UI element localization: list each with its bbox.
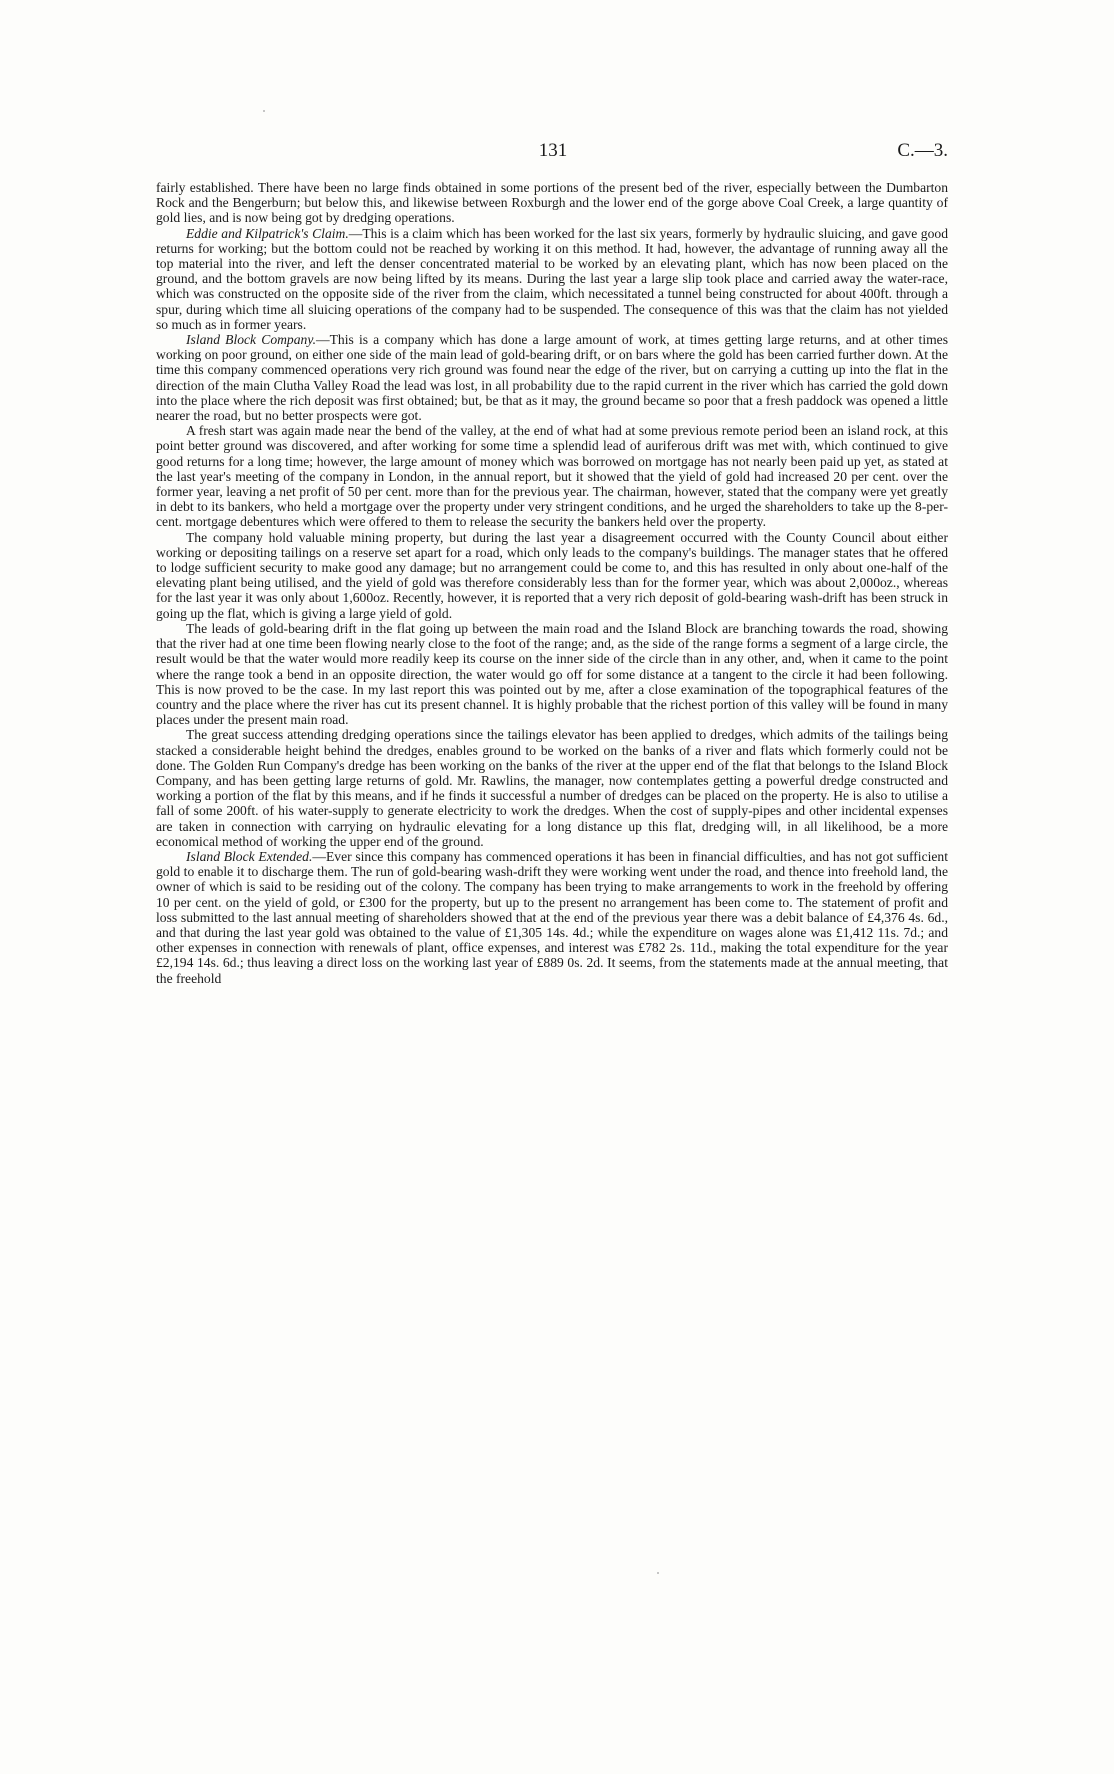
section-lead-island-block: Island Block Company. [186, 332, 317, 348]
scan-speck [263, 110, 265, 112]
paragraph-text: —This is a claim which has been worked for the last six years, formerly by hydraulic sluicing, and gave good returns for working; but the bottom could not be reached by working it on this method. It had, however, the advantage of running away all the top material into the river, and left the denser concentrated material to be worked by an elevating plant, which has now been placed on the ground, and the bottom gravels are now being lifted by its means. During the last year a large slip took place and carried away the water-race, which was constructed on the opposite side of the river from the claim, which necessitated a tunnel being constructed for about 400ft. through a spur, during which time all sluicing operations of the company had to be suspended. The consequence of this was that the claim has not yielded so much as in former years. [156, 225, 948, 332]
paragraph-text: The company hold valuable mining property, but during the last year a disagreement occurred with the County Council about either working or depositing tailings on a reserve set apart for a road, which only leads to the company's buildings. The manager states that he offered to lodge sufficient security to make good any damage; but no arrangement could be come to, and this has resulted in only about one-half of the elevating plant being utilised, and the yield of gold was therefore considerably less than for the former year, which was about 2,000oz., whereas for the last year it was only about 1,600oz. Recently, however, it is reported that a very rich deposit of gold-bearing wash-drift has been struck in going up the flat, which is giving a large yield of gold. [156, 529, 948, 621]
paragraph-text: fairly established. There have been no large finds obtained in some portions of the present bed of the river, especially between the Dumbarton Rock and the Bengerburn; but below this, and likewise between Roxburgh and the lower end of the gorge above Coal Creek, a large quantity of gold lies, and is now being got by dredging operations. [156, 180, 948, 226]
paragraph-island-block-extended [156, 849, 948, 986]
paragraph-text: —Ever since this company has commenced operations it has been in financial difficulties, and has not got sufficient gold to enable it to discharge them. The run of gold-bearing wash-drift they were working went under the road, and thence into freehold land, the owner of which is said to be residing out of the colony. The company has been trying to make arrangements to work in the freehold by offering 10 per cent. on the yield of gold, or £300 for the property, but up to the present no arrangement has been come to. The statement of profit and loss submitted to the last annual meeting of shareholders showed that at the end of the previous year there was a debit balance of £4,376 4s. 6d., and that during the last year gold was obtained to the value of £1,305 14s. 4d.; while the expenditure on wages alone was £1,412 11s. 7d.; and other expenses in connection with renewals of plant, office expenses, and interest was £782 2s. 11d., making the total expenditure for the year £2,194 14s. 6d.; thus leaving a direct loss on the working last year of £889 0s. 2d. It seems, from the statements made at the annual meeting, that the freehold [156, 848, 948, 986]
page-header [158, 136, 948, 166]
paragraph-1 [156, 180, 948, 226]
section-lead-island-block-extended: Island Block Extended. [186, 848, 313, 864]
paragraph-eddie-kilpatrick [156, 226, 948, 332]
paragraph-text: The leads of gold-bearing drift in the flat going up between the main road and the Island Block are branching towards the road, showing that the river had at one time been flowing nearly close to the foot of the range; and, as the side of the range forms a segment of a large circle, the result would be that the water would more readily keep its course on the inner side of the circle than in any other, and, when it came to the point where the range took a bend in an opposite direction, the water would go off for some distance at a tangent to the circle it had been following. This is now proved to be the case. In my last report this was pointed out by me, after a close examination of the topographical features of the country and the place where the river has cut its present channel. It is highly probable that the richest portion of this valley will be found in many places under the present main road. [156, 620, 948, 728]
paragraph-text: A fresh start was again made near the bend of the valley, at the end of what had at some previous remote period been an island rock, at this point better ground was discovered, and after working for some time a splendid lead of auriferous drift was met with, which continued to give good returns for a long time; however, the large amount of money which was borrowed on mortgage has not nearly been paid up yet, as stated at the last year's meeting of the company in London, in the annual report, but it showed that the yield of gold had increased 20 per cent. over the former year, leaving a net profit of 50 per cent. more than for the previous year. The chairman, however, stated that the company were yet greatly in debt to its bankers, who held a mortgage over the property under very stringent conditions, and he urged the shareholders to take up the 8-per-cent. mortgage debentures which were offered to them to release the security the bankers held over the property. [156, 423, 948, 530]
paragraph-text: —This is a company which has done a large amount of work, at times getting large returns, and at other times working on poor ground, on either one side of the main lead of gold-bearing drift, or on bars where the gold has been carried further down. At the time this company commenced operations very rich ground was found near the edge of the river, but on carrying a cutting up into the flat in the direction of the main Clutha Valley Road the lead was lost, in all probability due to the rapid current in the river which has carried the gold down into the place where the rich deposit was first obtained; but, be that as it may, the ground became so poor that a fresh paddock was opened a little nearer the road, but no better prospects were got. [156, 332, 949, 424]
paragraph-text: The great success attending dredging operations since the tailings elevator has been applied to dredges, which admits of the tailings being stacked a considerable height behind the dredges, enables ground to be worked on the banks of a river and flats which formerly could not be done. The Golden Run Company's dredge has been working on the banks of the river at the upper end of the flat that belongs to the Island Block Company, and has been getting large returns of gold. Mr. Rawlins, the manager, now contemplates getting a powerful dredge constructed and working a portion of the flat by this means, and if he finds it successful a number of dredges can be placed on the property. He is also to utilise a fall of some 200ft. of his water-supply to generate electricity to work the dredges. When the cost of supply-pipes and other incidental expenses are taken in connection with carrying on hydraulic elevating for a long distance up this flat, dredging will, in all likelihood, be a more economical method of working the upper end of the ground. [156, 727, 948, 849]
body-text [156, 180, 948, 986]
section-lead-eddie-kilpatrick: Eddie and Kilpatrick's Claim. [186, 225, 349, 241]
paragraph-island-block [156, 332, 948, 423]
paragraph-leads-of-drift [156, 621, 948, 727]
document-reference: C.—3. [897, 140, 948, 161]
paragraph-fresh-start [156, 423, 948, 529]
paragraph-valuable-property [156, 530, 948, 621]
paragraph-dredging-success [156, 727, 948, 849]
page-number: 131 [538, 140, 568, 161]
scan-speck [657, 1572, 659, 1574]
